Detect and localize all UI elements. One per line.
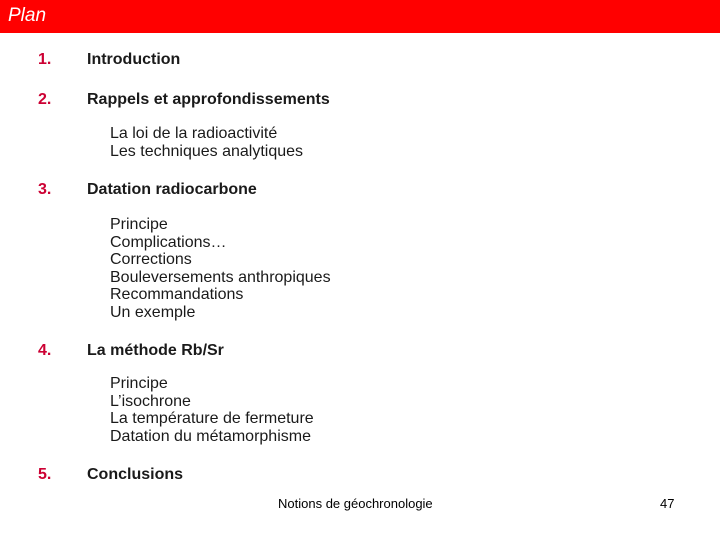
section-number: 3.: [38, 181, 52, 198]
footer-text: Notions de géochronologie: [278, 496, 433, 511]
subtopic-item: Datation du métamorphisme: [110, 427, 311, 445]
subtopic-item: Principe: [110, 375, 168, 392]
section-number: 1.: [38, 51, 52, 68]
subtopic-item: Recommandations: [110, 286, 244, 303]
subtopic-item: Bouleversements anthropiques: [110, 268, 331, 286]
section-heading: Conclusions: [87, 466, 184, 483]
subtopic-item: Principe: [110, 216, 168, 233]
subtopic-item: Complications…: [110, 233, 227, 251]
section-number: 5.: [38, 466, 52, 483]
subtopic-item: La loi de la radioactivité: [110, 125, 278, 142]
slide-title: Plan: [8, 5, 47, 26]
section-heading: La méthode Rb/Sr: [87, 342, 224, 359]
section-heading: Introduction: [87, 51, 181, 68]
subtopic-list: [110, 216, 331, 321]
subtopic-item: Les techniques analytiques: [110, 142, 304, 160]
subtopic-list: [110, 125, 303, 160]
subtopic-item: Un exemple: [110, 303, 196, 321]
subtopic-item: L’isochrone: [110, 392, 191, 410]
subtopic-list: [110, 375, 314, 445]
section-heading: Datation radiocarbone: [87, 181, 257, 198]
subtopic-item: La température de fermeture: [110, 410, 314, 427]
section-number: 2.: [38, 91, 52, 108]
subtopic-item: Corrections: [110, 251, 192, 268]
section-heading: Rappels et approfondissements: [87, 91, 330, 108]
title-bar: [0, 0, 720, 33]
section-number: 4.: [38, 342, 52, 359]
page-number: 47: [660, 496, 675, 511]
